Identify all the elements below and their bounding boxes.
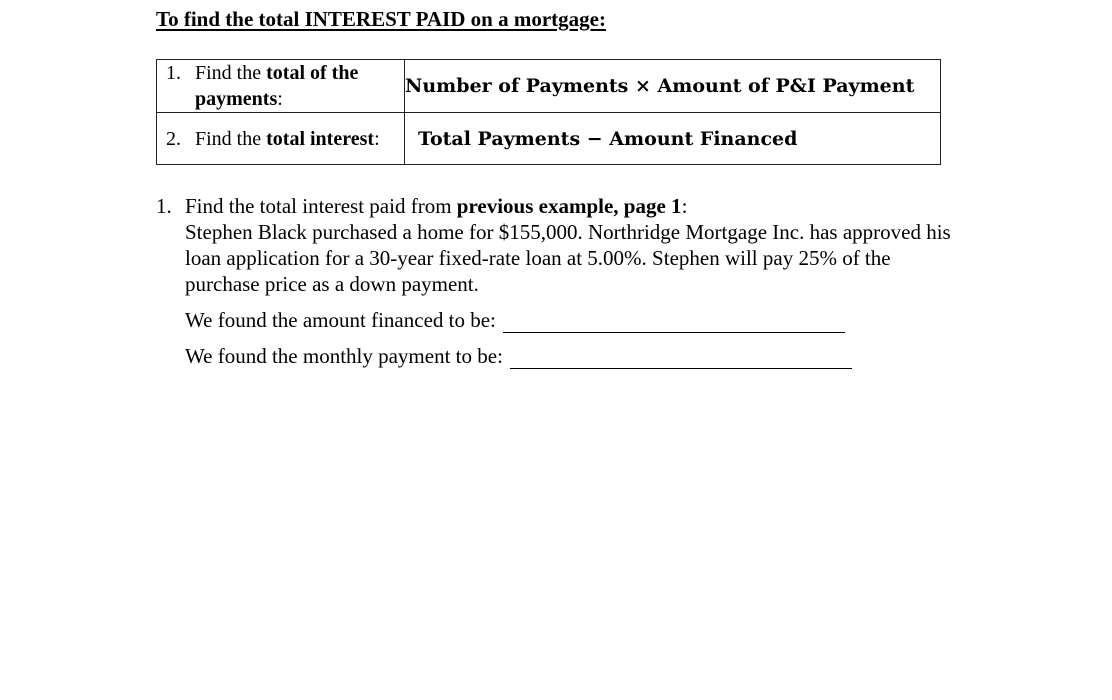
- step-prefix: Find the: [195, 62, 267, 84]
- problem-scenario: Stephen Black purchased a home for $155,000. Northridge Mortgage Inc. has approved his loan application for a 30-year fixed-rate loan at 5.00%. Stephen will pay 25% of the purchase price as a down payment.: [185, 220, 951, 296]
- step-number: 2.: [166, 127, 181, 150]
- prompt-suffix: :: [681, 194, 688, 218]
- step-bold-term: total of the payments: [195, 62, 359, 110]
- step-text: [195, 60, 404, 112]
- step-suffix: :: [277, 88, 283, 110]
- monthly-payment-line: [156, 343, 956, 369]
- step-prefix: Find the: [195, 127, 267, 150]
- page-title: To find the total INTEREST PAID on a mortgage:: [156, 7, 606, 31]
- step-cell: [157, 113, 405, 165]
- step-number: 1.: [166, 62, 181, 84]
- formula-row: [157, 113, 941, 165]
- step-suffix: :: [374, 127, 380, 150]
- monthly-payment-label: We found the monthly payment to be:: [185, 344, 503, 368]
- problem-number: 1.: [156, 194, 172, 218]
- amount-financed-answer-blank[interactable]: [503, 312, 845, 333]
- problem-block: [156, 193, 956, 369]
- amount-financed-label: We found the amount financed to be:: [185, 308, 496, 332]
- formula-cell: Total Payments − Amount Financed: [405, 113, 941, 165]
- step-text: [195, 126, 380, 152]
- prompt-prefix: Find the total interest paid from: [185, 194, 457, 218]
- step-bold-term: total interest: [266, 127, 375, 150]
- formula-cell: Number of Payments × Amount of P&I Payment: [405, 60, 941, 113]
- prompt-bold: previous example, page 1: [456, 194, 682, 218]
- problem-prompt-text: [185, 193, 687, 219]
- formula-row: [157, 60, 941, 113]
- problem-prompt: [156, 193, 956, 219]
- amount-financed-line: [156, 307, 956, 333]
- formula-table: [156, 59, 941, 165]
- step-cell: [157, 60, 405, 113]
- monthly-payment-answer-blank[interactable]: [510, 348, 852, 369]
